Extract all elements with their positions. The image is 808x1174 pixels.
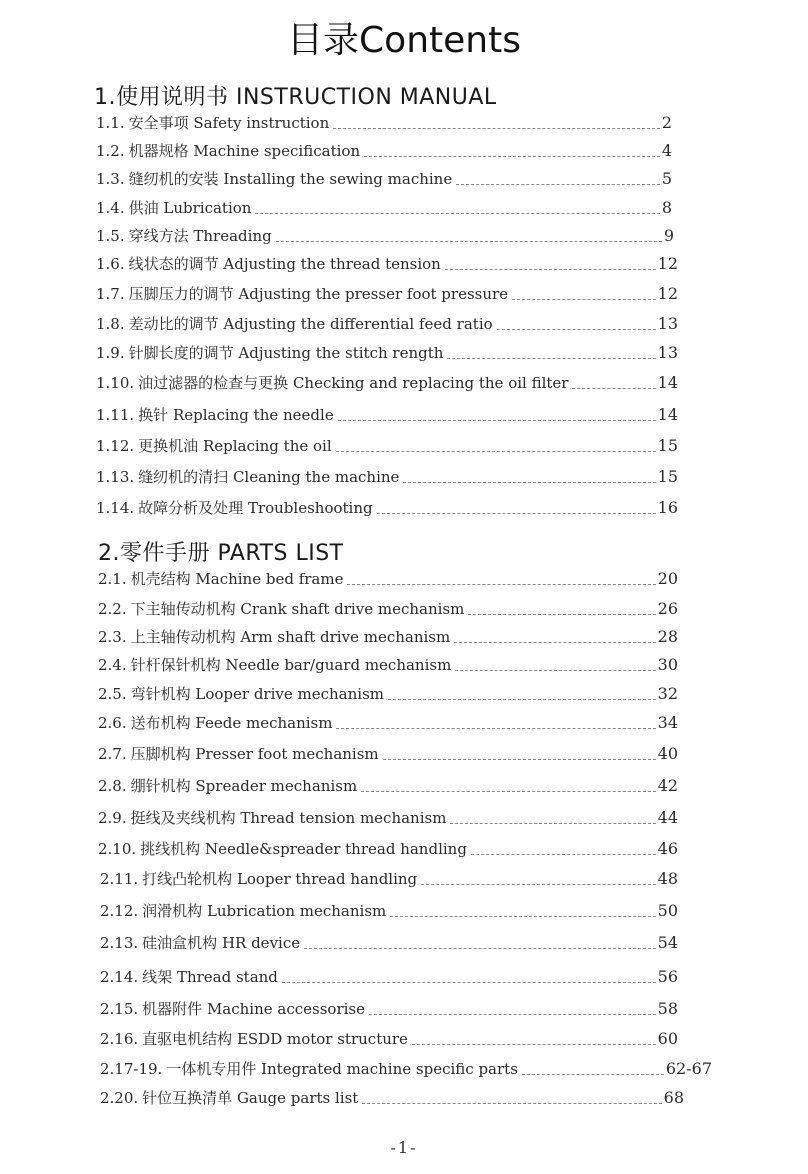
toc-entry-page: 14: [657, 405, 678, 424]
toc-entry-leader: [364, 156, 660, 157]
toc-entry-label: 压脚机构 Presser foot mechanism: [130, 745, 379, 763]
toc-entry[interactable]: [98, 712, 678, 733]
toc-entry-page: 5: [661, 169, 672, 188]
toc-entry-number: 1.14.: [96, 499, 135, 517]
toc-entry-label: 缝纫机的清扫 Cleaning the machine: [138, 468, 400, 486]
toc-entry[interactable]: [98, 838, 678, 859]
toc-entry-number: 2.3.: [98, 628, 127, 646]
section-title-parts-list: 2.零件手册 PARTS LIST: [98, 541, 344, 566]
toc-entry-label: 机壳结构 Machine bed frame: [130, 570, 344, 588]
toc-entry[interactable]: [98, 598, 678, 619]
toc-entry[interactable]: [96, 404, 678, 425]
toc-entry-leader: [454, 642, 655, 643]
toc-entry-number: 2.8.: [98, 777, 127, 795]
toc-entry-leader: [572, 388, 655, 389]
toc-entry-page: 50: [657, 901, 678, 920]
toc-entry[interactable]: [96, 497, 678, 518]
toc-entry-number: 2.11.: [100, 870, 139, 888]
toc-entry-leader: [282, 982, 656, 983]
toc-entry-label: 压脚压力的调节 Adjusting the presser foot pressure: [128, 285, 509, 303]
toc-entry[interactable]: [96, 253, 678, 274]
toc-entry-number: 2.10.: [98, 840, 137, 858]
toc-entry-label: 故障分析及处理 Troubleshooting: [138, 499, 373, 517]
toc-entry-label: 线状态的调节 Adjusting the thread tension: [128, 255, 441, 273]
toc-entry[interactable]: [98, 626, 678, 647]
toc-entry-leader: [421, 884, 655, 885]
toc-entry[interactable]: [96, 435, 678, 456]
toc-entry-label: 差动比的调节 Adjusting the differential feed ratio: [128, 315, 493, 333]
toc-entry-leader: [276, 241, 662, 242]
toc-entry[interactable]: [98, 775, 678, 796]
toc-entry-page: 44: [657, 808, 678, 827]
toc-entry-number: 2.6.: [98, 714, 127, 732]
toc-entry-page: 12: [657, 254, 678, 273]
toc-entry-label: 针位互换清单 Gauge parts list: [142, 1089, 359, 1107]
toc-entry[interactable]: [96, 372, 678, 393]
toc-entry-label: 挺线及夹线机构 Thread tension mechanism: [130, 809, 447, 827]
toc-entry-leader: [255, 213, 659, 214]
toc-entry-leader: [383, 759, 656, 760]
toc-entry-leader: [304, 948, 656, 949]
toc-entry-label: 油过滤器的检查与更换 Checking and replacing the oil filter: [138, 374, 569, 392]
section-title-instruction-manual: 1.使用说明书 INSTRUCTION MANUAL: [94, 85, 497, 110]
toc-entry-label: 更换机油 Replacing the oil: [138, 437, 332, 455]
toc-entry-page: 48: [657, 869, 678, 888]
toc-entry[interactable]: [96, 283, 678, 304]
toc-entry[interactable]: [96, 313, 678, 334]
toc-entry-page: 60: [657, 1029, 678, 1048]
toc-entry-number: 1.3.: [96, 170, 125, 188]
toc-entry-number: 2.17-19.: [100, 1060, 163, 1078]
toc-entry-leader: [447, 358, 655, 359]
toc-entry-leader: [512, 299, 656, 300]
toc-entry[interactable]: [96, 197, 672, 218]
toc-entry-number: 2.5.: [98, 685, 127, 703]
toc-entry-page: 54: [657, 933, 678, 952]
toc-entry-label: 挑线机构 Needle&spreader thread handling: [140, 840, 467, 858]
toc-entry-leader: [450, 823, 655, 824]
toc-entry-label: 一体机专用件 Integrated machine specific parts: [166, 1060, 518, 1078]
toc-entry[interactable]: [98, 683, 678, 704]
toc-entry-page: 16: [657, 498, 678, 517]
toc-entry-label: 机器规格 Machine specification: [128, 142, 361, 160]
toc-entry[interactable]: [100, 932, 678, 953]
toc-entry-number: 2.4.: [98, 656, 127, 674]
toc-entry-number: 1.6.: [96, 255, 125, 273]
toc-entry-label: 弯针机构 Looper drive mechanism: [130, 685, 385, 703]
toc-entry-leader: [362, 1103, 661, 1104]
toc-entry-leader: [455, 670, 655, 671]
toc-entry[interactable]: [96, 466, 678, 487]
toc-entry-leader: [369, 1014, 656, 1015]
toc-entry-page: 56: [657, 967, 678, 986]
toc-entry-label: 供油 Lubrication: [128, 199, 252, 217]
toc-entry-page: 20: [657, 569, 678, 588]
toc-entry-number: 1.7.: [96, 285, 125, 303]
toc-entry-number: 2.14.: [100, 968, 139, 986]
toc-entry[interactable]: [100, 1058, 712, 1079]
toc-entry[interactable]: [100, 1087, 684, 1108]
toc-entry-label: 穿线方法 Threading: [128, 227, 272, 245]
toc-entry-label: 换针 Replacing the needle: [138, 406, 334, 424]
toc-entry-label: 针杆保针机构 Needle bar/guard mechanism: [130, 656, 452, 674]
toc-entry-label: 绷针机构 Spreader mechanism: [130, 777, 358, 795]
toc-entry-number: 2.1.: [98, 570, 127, 588]
toc-entry-label: 针脚长度的调节 Adjusting the stitch rength: [128, 344, 444, 362]
toc-entry-number: 2.20.: [100, 1089, 139, 1107]
toc-entry-label: 硅油盒机构 HR device: [142, 934, 301, 952]
toc-entry-leader: [412, 1044, 656, 1045]
toc-entry-leader: [403, 482, 655, 483]
toc-entry-leader: [336, 728, 655, 729]
toc-entry-number: 1.5.: [96, 227, 125, 245]
toc-entry-label: 送布机构 Feede mechanism: [130, 714, 333, 732]
toc-entry-page: 13: [657, 343, 678, 362]
toc-entry[interactable]: [98, 568, 678, 589]
toc-entry-leader: [361, 791, 655, 792]
toc-entry-page: 40: [657, 744, 678, 763]
toc-entry[interactable]: [96, 342, 678, 363]
toc-entry-number: 1.12.: [96, 437, 135, 455]
toc-entry-leader: [522, 1074, 664, 1075]
toc-entry-page: 68: [663, 1088, 684, 1107]
toc-entry[interactable]: [100, 998, 678, 1019]
toc-entry[interactable]: [98, 743, 678, 764]
toc-entry-page: 4: [661, 141, 672, 160]
toc-entry-number: 2.9.: [98, 809, 127, 827]
toc-entry-page: 42: [657, 776, 678, 795]
toc-entry-leader: [347, 584, 655, 585]
toc-entry[interactable]: [98, 654, 678, 675]
toc-entry-number: 1.2.: [96, 142, 125, 160]
toc-entry[interactable]: [98, 807, 678, 828]
toc-entry-page: 30: [657, 655, 678, 674]
toc-entry-page: 46: [657, 839, 678, 858]
toc-entry-number: 1.13.: [96, 468, 135, 486]
toc-entry-page: 26: [657, 599, 678, 618]
toc-entry-leader: [390, 916, 655, 917]
toc-entry-label: 缝纫机的安装 Installing the sewing machine: [128, 170, 453, 188]
toc-entry[interactable]: [100, 1028, 678, 1049]
toc-entry-number: 1.9.: [96, 344, 125, 362]
toc-entry-page: 2: [661, 113, 672, 132]
toc-entry-page: 58: [657, 999, 678, 1018]
toc-entry[interactable]: [96, 225, 674, 246]
toc-entry[interactable]: [100, 900, 678, 921]
toc-entry-label: 下主轴传动机构 Crank shaft drive mechanism: [130, 600, 465, 618]
toc-entry-leader: [338, 420, 656, 421]
toc-entry-page: 15: [657, 436, 678, 455]
toc-entry-label: 直驱电机结构 ESDD motor structure: [142, 1030, 408, 1048]
toc-entry-page: 34: [657, 713, 678, 732]
toc-entry-number: 2.15.: [100, 1000, 139, 1018]
toc-entry-label: 线架 Thread stand: [142, 968, 278, 986]
toc-entry-leader: [445, 269, 656, 270]
toc-entry[interactable]: [100, 966, 678, 987]
toc-entry-label: 打线凸轮机构 Looper thread handling: [142, 870, 418, 888]
page-title: 目录Contents: [287, 20, 521, 61]
toc-entry[interactable]: [96, 140, 672, 161]
toc-entry-page: 9: [663, 226, 674, 245]
toc-entry-label: 安全事项 Safety instruction: [128, 114, 330, 132]
toc-entry-page: 13: [657, 314, 678, 333]
toc-entry-label: 润滑机构 Lubrication mechanism: [142, 902, 387, 920]
toc-entry-page: 28: [657, 627, 678, 646]
toc-entry-number: 1.4.: [96, 199, 125, 217]
toc-entry[interactable]: [100, 868, 678, 889]
page-number: -1-: [390, 1138, 418, 1157]
toc-entry-number: 2.12.: [100, 902, 139, 920]
toc-entry-page: 14: [657, 373, 678, 392]
toc-entry-number: 2.16.: [100, 1030, 139, 1048]
toc-entry-number: 1.10.: [96, 374, 135, 392]
toc-entry-page: 8: [661, 198, 672, 217]
toc-entry-number: 2.13.: [100, 934, 139, 952]
toc-entry-page: 12: [657, 284, 678, 303]
toc-entry-label: 上主轴传动机构 Arm shaft drive mechanism: [130, 628, 451, 646]
toc-entry-label: 机器附件 Machine accessorise: [142, 1000, 365, 1018]
toc-entry-leader: [388, 699, 656, 700]
toc-entry-leader: [497, 329, 656, 330]
toc-entry-number: 1.1.: [96, 114, 125, 132]
toc-entry-page: 32: [657, 684, 678, 703]
toc-entry-leader: [456, 184, 660, 185]
toc-entry-number: 2.2.: [98, 600, 127, 618]
toc-entry-leader: [377, 513, 656, 514]
toc-entry-page: 15: [657, 467, 678, 486]
toc-entry[interactable]: [96, 112, 672, 133]
toc-entry-number: 1.11.: [96, 406, 135, 424]
toc-entry-page: 62-67: [665, 1059, 712, 1078]
toc-entry[interactable]: [96, 168, 672, 189]
toc-entry-leader: [471, 854, 656, 855]
toc-entry-leader: [336, 451, 656, 452]
toc-entry-leader: [468, 614, 655, 615]
toc-entry-leader: [333, 128, 660, 129]
toc-entry-number: 1.8.: [96, 315, 125, 333]
toc-entry-number: 2.7.: [98, 745, 127, 763]
